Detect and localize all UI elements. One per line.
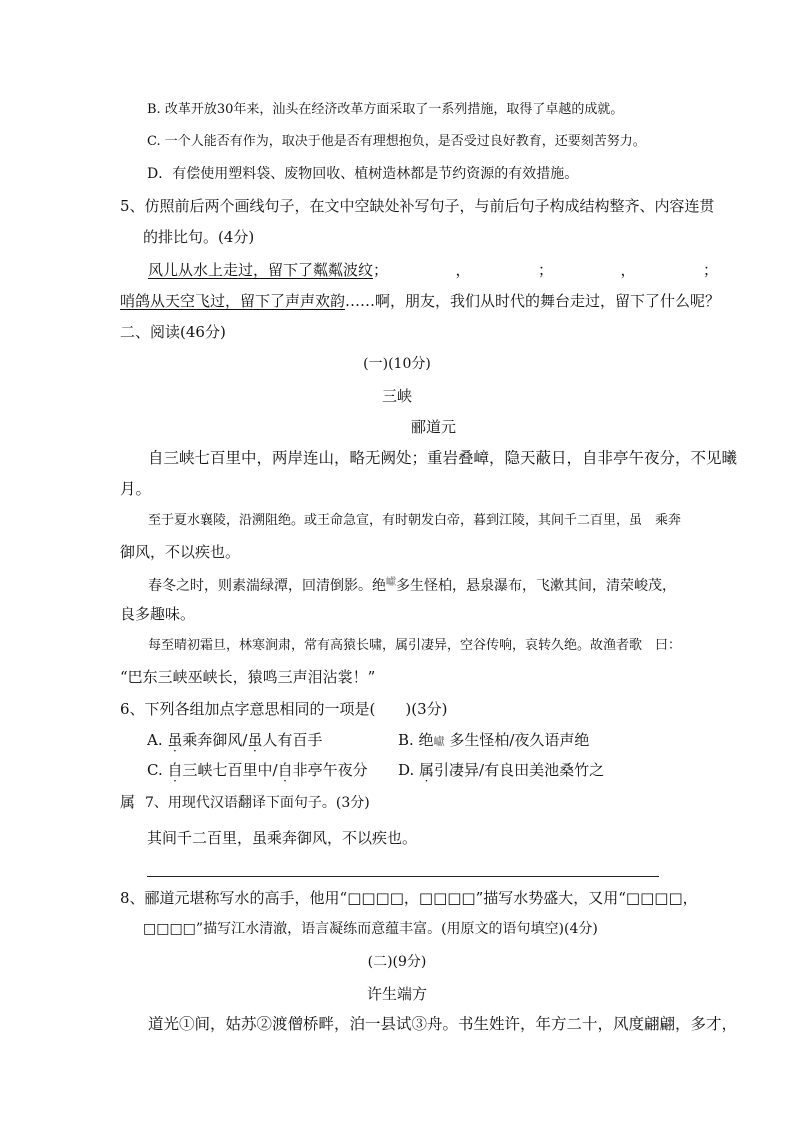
passage1-author: 郦道元 [411,418,457,436]
q5-line1: 5、仿照前后两个画线句子，在文中空缺处补写句子，与前后句子构成结构整齐、内容连贯 [120,197,715,215]
label-d: D. [398,761,420,779]
p3-text-b: 多生怪柏，悬泉瀑布，飞漱其间，清荣峻茂， [396,578,676,594]
q5-example-line2 [120,291,720,311]
rare-character: 巘 [386,577,396,588]
passage1-p2-line2: 御风，不以疾也。 [120,543,241,561]
passage1-title: 三峡 [381,387,412,405]
label-a: A. [147,731,168,749]
option-c: C. 一个人能否有作为，取决于他是否有理想抱负，是否受过良好教育，还要刻苦努力。 [147,134,646,149]
passage1-p2-line1: 至于夏水襄陵，沿溯阻绝。或王命急宣，有时朝发白帝，暮到江陵，其间千二百里，虽 乘奔 [148,513,682,528]
passage1-p1-line2: 月。 [120,480,152,498]
dotted-char: 自 [167,761,183,779]
q7-sentence: 其间千二百里，虽乘奔御风，不以疾也。 [147,829,418,847]
option-d: D．有偿使用塑料袋、废物回收、植树造林都是节约资源的有效措施。 [147,166,579,182]
c-text: 三峡七百里中/ [182,761,278,779]
b-text: B. 绝 [398,731,434,749]
section-2-title: 二、阅读(46分) [120,323,226,341]
q6-d-wrap: 属 [120,793,136,811]
q6-option-d [398,760,604,780]
passage1-p1-line1: 自三峡七百里中，两岸连山，略无阙处；重岩叠嶂，隐天蔽日，自非亭午夜分，不见曦 [148,449,738,467]
passage1-p4-line1: 每至晴初霜旦，林寒涧肃，常有高猿长啸，属引凄异，空谷传响，哀转久绝。故渔者歌 曰： [148,638,682,653]
passage1-p3-line2: 良多趣味。 [120,605,196,623]
a-text: 乘奔御风/ [182,731,248,749]
answer-line[interactable] [147,876,659,877]
q6-option-a [147,730,322,750]
q8-line2: □□□□”描写江水清澈，语言凝练而意蕴丰富。(用原文的语句填空)(4分) [143,921,598,937]
underlined-sentence-2: 哨鸽从天空飞过，留下了声声欢韵 [120,292,346,310]
q5-line2: 的排比句。(4分) [143,228,255,246]
blank-slots: ； ， ； ， ； [373,261,719,279]
passage1-p3-line1 [148,573,676,596]
q6-option-c [147,760,368,780]
a-text-end: 人有百手 [262,731,323,749]
q6-stem: 6、下列各组加点字意思相同的一项是( )(3分) [120,700,448,718]
dotted-char: 虽 [247,731,263,749]
dotted-char: 自 [277,761,293,779]
d-text: 引凄异/有良田美池桑竹之 [434,761,605,779]
passage2-title: 许生端方 [366,985,427,1003]
c-text-end: 非亭午夜分 [292,761,368,779]
label-c: C. [147,761,168,779]
rare-character: 巘 [433,735,445,748]
passage1-p4-line2: “巴东三峡巫峡长，猿鸣三声泪沾裳！” [120,668,376,686]
passage2-header: (二)(9分) [367,954,427,970]
q8-line1: 8、郦道元堪称写水的高手，他用“□□□□，□□□□”描写水势盛大，又用“□□□□， [120,889,698,907]
option-b: B. 改革开放30年来，汕头在经济改革方面采取了一系列措施，取得了卓越的成就。 [147,102,624,117]
underlined-sentence-1: 风儿从水上走过，留下了粼粼波纹 [148,261,374,279]
dotted-char: 属 [419,761,435,779]
p3-text-a: 春冬之时，则素湍绿潭，回清倒影。绝 [148,578,386,594]
q7-stem: 7、用现代汉语翻译下面句子。(3分) [145,795,370,811]
q7-line [120,792,370,813]
b-text-end: 多生怪柏/夜久语声绝 [444,731,590,749]
q5-example-line1 [148,260,718,280]
passage2-p1: 道光①间，姑苏②渡僧桥畔，泊一县试③舟。书生姓许，年方二十，风度翩翩，多才， [148,1015,738,1033]
q6-option-b [398,730,589,752]
q5-ending: ……啊，朋友，我们从时代的舞台走过，留下了什么呢？ [345,292,721,310]
dotted-char: 虽 [167,731,183,749]
passage1-header: (一)(10分) [363,356,431,372]
